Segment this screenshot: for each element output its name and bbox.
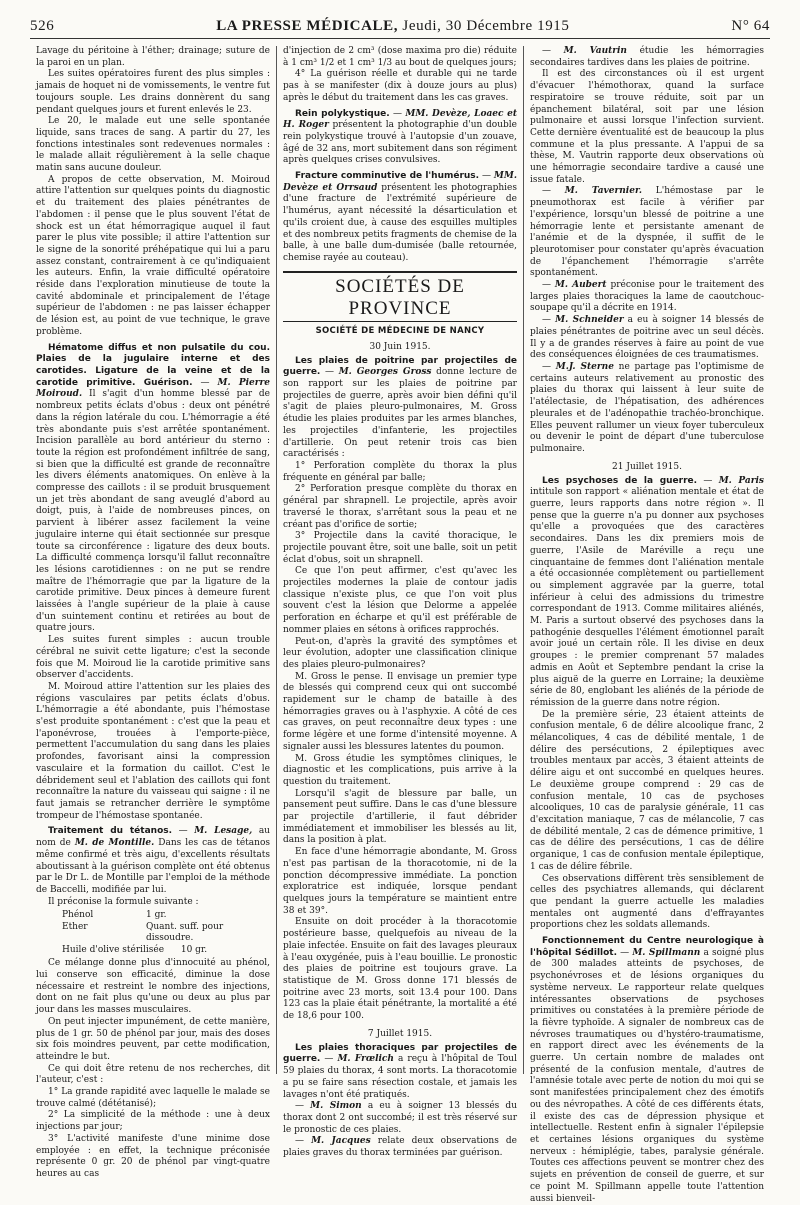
column-2 xyxy=(277,46,523,1159)
section-paragraph: Les psychoses de la guerre. — M. Paris intitule son rapport « aliénation mentale et état de guerre, leurs rapports dans notre région ». Il pense que la guerre n'a pu donner aux psychoses qu'elle a provoquées que des caractères secondaires. Dans les dix premiers mois de guerre, l'Asile de Maréville a reçu une cinquantaine de femmes dont l'aliénation mentale a été occasionnée complètement ou partiellement ou simplement aggravée par la guerre, total inférieur à celui des admissions du trimestre correspondant de 1913. Comme militaires aliénés, M. Paris a surtout observé des psychoses dans la pathogénie desquelles l'élément émotionnel paraît avoir joué un certain rôle. Il les divise en deux groupes : le premier comprenant 57 malades admis en Août et Septembre pendant la crise la plus aiguë de la guerre en Lorraine; la deuxième série de 80, englobant les aliénés de la période de rémission de la guerre dans notre région. xyxy=(530,475,764,708)
section-heading: Les plaies de poitrine par projectiles de guerre. xyxy=(283,355,517,378)
section-body: L'hémostase par le pneumothorax est facile à vérifier par l'expérience, lorsqu'un blessé de poitrine a une hémorragie lente et persistante amenant de l'anémie et de la dyspnée, il suffit de le pleurotomiser pour constater qu'après évacuation de l'épanchement l'hémorragie s'arrête spontanément. xyxy=(530,186,764,279)
section-body: étudie les hémorragies secondaires tardives dans les plaies de poitrine. xyxy=(530,46,764,68)
section-paragraph: Hématome diffus et non pulsatile du cou. Plaies de la jugulaire interne et des carotides. Ligature de la veine et de la carotide primitive. Guérison. — M. Pierre Moiroud. Il s'agit d'un homme blessé par de nombreux petits éclats d'obus : deux ont pénétré dans la région latérale du cou. L'hémorragie a été très abondante puis s'est arrêtée spontanément. Incision parallèle au bord antérieur du sterno : toute la région est profondément infiltrée de sang, si bien que la difficulté est grande de reconnaître les divers éléments anatomiques. On enlève à la compresse des caillots : il se produit brusquement un jet très abondant de sang aveuglé d'abord au doigt, puis, à l'aide de nombreuses pinces, on parvient à libérer assez facilement la veine jugulaire interne qui était sectionnée sur presque toute sa circonférence : ligature des deux bouts. La difficulté commença lorsqu'il fallut reconnaître les lésions carotidiennes : on ne put se rendre maître de l'hémorragie que par la ligature de la carotide primitive. Deux pinces à demeure furent laissées à l'angle supérieur de la plaie à cause d'un suintement continu et retirées au bout de quatre jours. xyxy=(36,342,270,634)
section-body: ne partage pas l'optimisme de certains auteurs relativement au pronostic des plaies du thorax qui laissent à leur suite de l'atélectasie, de l'hépatisation, des adhérences pleurales et de l'adénopathie trachéo-bronchique. Elles peuvent rallumer un vieux foyer tuberculeux ou devenir le point de départ d'une tuberculose pulmonaire. xyxy=(530,361,764,454)
section-heading: Les plaies thoraciques par projectiles de guerre. xyxy=(283,1042,517,1065)
section-text: au nom de xyxy=(36,826,270,849)
section-paragraph: Les plaies de poitrine par projectiles de guerre. — M. Georges Gross donne lecture de son rapport sur les plaies de poitrine par projectiles de guerre, après avoir bien défini qu'il s'agit de plaies pleuro-pulmonaires, M. Gross étudie les plaies produites par les armes blanches, les projectiles d'infanterie, les projectiles d'artillerie. On peut retenir trois cas bien caractérisés : xyxy=(283,355,517,460)
section-paragraph: Fonctionnement du Centre neurologique à l'hôpital Sédillot. — M. Spillmann a soigné plus de 300 malades atteints de psychoses, de psychonévroses et de lésions organiques du système nerveux. Le rapporteur relate quelques intéressantes observations de psychoses primitives ou constatées à la première période de la fièvre typhoïde. A signaler de nombreux cas de névroses traumatiques ou d'hystéro-traumatisme, en rapport direct avec les événements de la guerre. Un certain nombre de malades ont présenté de la confusion mentale, d'autres de l'amnésie totale avec perte de notion du moi qui se sont manifestées principalement chez des émotifs ou des névropathes. A côté de ces différents états, il existe des cas de dépression physique et intellectuelle. Restent enfin à signaler l'épilepsie et certaines lésions organiques du système nerveux : hémiplégie, tabes, paralysie générale. Toutes ces affections peuvent se montrer chez des sujets en prévention de conseil de guerre, et sur ce point M. Spillmann appelle toute l'attention aussi bienveil- xyxy=(530,936,764,1204)
paragraph: 1° La grande rapidité avec laquelle le malade se trouve calmé (dététanisé); xyxy=(36,1087,270,1109)
section-body: a soigné plus de 300 malades atteints de psychoses, de psychonévroses et de lésions organiques du système nerveux. Le rapporteur relate quelques intéressantes observations de psychoses primitives ou constatées à la première période de la fièvre typhoïde. A signaler de nombreux cas de névroses traumatiques ou d'hystéro-traumatisme, en rapport direct avec les événements de la guerre. Un certain nombre de malades ont présenté de la confusion mentale, d'autres de l'amnésie totale avec perte de notion du moi qui se sont manifestées principalement chez des émotifs ou des névropathes. A côté de ces différents états, il existe des cas de dépression physique et intellectuelle. Restent enfin à signaler l'épilepsie et certaines lésions organiques du système nerveux : hémiplégie, tabes, paralysie générale. Toutes ces affections peuvent se montrer chez des sujets en prévention de conseil de guerre, et sur ce point M. Spillmann appelle toute l'attention aussi bienveil- xyxy=(530,947,764,1204)
section-heading: Fracture comminutive de l'humérus. xyxy=(295,171,480,182)
paragraph: 1° Perforation complète du thorax la plus fréquente en général par balle; xyxy=(283,460,517,483)
section-paragraph: — M. Vautrin étudie les hémorragies secondaires tardives dans les plaies de poitrine. xyxy=(530,46,764,68)
session-date: 30 Juin 1915. xyxy=(369,341,431,352)
formula-amount: 1 gr. xyxy=(146,910,167,921)
section-body: Il s'agit d'un homme blessé par de nombreux petits éclats d'obus : deux ont pénétré dans la région latérale du cou. L'hémorragie a été très abondante puis s'est arrêtée spontanément. Incision parallèle au bord antérieur du sterno : toute la région est profondément infiltrée de sang, si bien que la difficulté est grande de reconnaître les divers éléments anatomiques. On enlève à la compresse des caillots : il se produit brusquement un jet très abondant de sang aveuglé d'abord au doigt, puis, à l'aide de nombreuses pinces, on parvient à libérer assez facilement la veine jugulaire interne qui était sectionnée sur presque toute sa circonférence : ligature des deux bouts. La difficulté commença lorsqu'il fallut reconnaître les lésions carotidiennes : on ne put se rendre maître de l'hémorragie que par la ligature de la carotide primitive. Deux pinces à demeure furent laissées à l'angle supérieur de la plaie à cause d'un suintement continu et retirées au bout de quatre jours. xyxy=(36,389,270,634)
society-title: SOCIÉTÉ DE MÉDECINE DE NANCY xyxy=(315,325,485,336)
paragraph: M. Gross le pense. Il envisage un premier type de blessés qui comprend ceux qui ont succombé rapidement sur le champ de bataille à des hémorragies graves ou à l'asphyxie. A côté de ces cas graves, on peut reconnaître deux types : une forme légère et une forme d'intensité moyenne. A signaler aussi les blessures latentes du poumon. xyxy=(283,671,517,752)
paragraph: Le 20, le malade eut une selle spontanée liquide, sans traces de sang. A partir du 27, les fonctions intestinales sont redevenues normales : le malade allait régulièrement à la selle chaque matin sans aucune douleur. xyxy=(36,116,270,174)
section-paragraph: Rein polykystique. — MM. Devèze, Loaec et H. Roger présentent la photographie d'un double rein polykystique trouvé à l'autopsie d'un zouave, âgé de 32 ans, mort subitement dans son régiment après quelques crises convulsives. xyxy=(283,108,517,166)
column-1 xyxy=(30,46,276,1179)
section-paragraph: — M. Simon a eu à soigner 13 blessés du thorax dont 2 ont succombé; il est très réservé sur le pronostic de ces plaies. xyxy=(283,1101,517,1135)
author: M. Frœlich xyxy=(337,1054,394,1065)
author: M. Georges Gross xyxy=(338,367,432,378)
author: M. de Montille. xyxy=(74,838,155,849)
page-header xyxy=(30,14,770,39)
author: M. Schneider xyxy=(555,315,624,326)
issue-number: N° 64 xyxy=(731,17,770,34)
page-number: 526 xyxy=(30,17,55,34)
section-paragraph: — M. Schneider a eu à soigner 14 blessés de plaies pénétrantes de poitrine avec un seul décès. Il y a de grandes réserves à faire au point de vue des conséquences éloignées de ces traumatismes. xyxy=(530,315,764,361)
journal-title xyxy=(216,18,569,35)
section-paragraph: — M.J. Sterne ne partage pas l'optimisme de certains auteurs relativement au pronostic des plaies du thorax qui laissent à leur suite de l'atélectasie, de l'hépatisation, des adhérences pleurales et de l'adénopathie trachéo-bronchique. Elles peuvent rallumer un vieux foyer tuberculeux ou devenir le point de départ d'une tuberculose pulmonaire. xyxy=(530,361,764,454)
paragraph: Les suites furent simples : aucun trouble cérébral ne suivit cette ligature; c'est la seconde fois que M. Moiroud lie la carotide primitive sans observer d'accidents. xyxy=(36,635,270,681)
section-body: a reçu à l'hôpital de Toul 59 plaies du thorax, 4 sont morts. La thoracotomie a pu se faire sans résection costale, et jamais les lavages n'ont été pratiqués. xyxy=(283,1054,517,1100)
author: M. Tavernier. xyxy=(564,186,642,197)
section-body: préconise pour le traitement des larges plaies thoraciques la lame de caoutchouc-soupape qu'il a décrite en 1914. xyxy=(530,280,764,314)
section-body: présentent les photographies d'une fracture de l'extrémité supérieure de l'humérus, ayant nécessité la désarticulation et qu'ils croient due, à cause des esquilles multiples et des nombreux petits fragments de chemise de la balle, à une balle dum-dumisée (balle retournée, chemise rayée au couteau). xyxy=(283,182,517,263)
paragraph: Les suites opératoires furent des plus simples : jamais de hoquet ni de vomissements, le ventre fut toujours souple. Les drains donnèrent du sang pendant quelques jours et furent enlevés le 23. xyxy=(36,69,270,115)
article-columns xyxy=(30,46,770,1204)
paragraph: Ensuite on doit procéder à la thoracotomie postérieure basse, quelquefois au niveau de la plaie infectée. Ensuite on fait des lavages pleuraux à l'eau oxygénée, puis à l'eau bouillie. Le pronostic des plaies de poitrine est toujours grave. La statistique de M. Gross donne 171 blessés de poitrine avec 23 morts, soit 13.4 pour 100. Dans 123 cas la plaie était pénétrante, la mortalité a été de 18,6 pour 100. xyxy=(283,917,517,1022)
section-body: donne lecture de son rapport sur les plaies de poitrine par projectiles de guerre, après avoir bien défini qu'il s'agit de plaies pleuro-pulmonaires, M. Gross étudie les plaies produites par les armes blanches, les projectiles d'infanterie, les projectiles d'artillerie. On peut retenir trois cas bien caractérisés : xyxy=(283,367,517,460)
paragraph: Ce mélange donne plus d'innocuité au phénol, lui conserve son efficacité, diminue la dose nécessaire et restreint le nombre des injections, dont on ne fait plus qu'une ou deux au plus par jour dans les masses musculaires. xyxy=(36,958,270,1016)
paragraph: 2° La simplicité de la méthode : une à deux injections par jour; xyxy=(36,1110,270,1133)
author: M.J. Sterne xyxy=(555,361,614,372)
phenol-formula xyxy=(62,910,270,956)
session-date: 7 Juillet 1915. xyxy=(367,1028,433,1039)
paragraph: Ce qui doit être retenu de nos recherches, dit l'auteur, c'est : xyxy=(36,1063,270,1086)
section-heading: Rein polykystique. xyxy=(295,108,390,119)
paragraph: M. Moiroud attire l'attention sur les plaies des régions vasculaires par petits éclats d'obus. L'hémorragie a été abondante, puis l'hémostase s'est produite spontanément : c'est que la peau et l'aponévrose, trouées à l'emporte-pièce, permettent l'accumulation du sang dans les plaies profondes, favorisant ainsi la compression vasculaire et la formation du caillot. C'est le débridement seul et l'ablation des caillots qui font reconnaître la nature du vaisseau qui saigne : il ne faut jamais se retrancher derrière le symptôme trompeur de l'hémostase spontanée. xyxy=(36,681,270,821)
paragraph: En face d'une hémorragie abondante, M. Gross n'est pas partisan de la thoracotomie, ni de la ponction décompressive immédiate. La ponction exploratrice est indiquée, lorsque pendant quelques jours la température se maintient entre 38 et 39°. xyxy=(283,847,517,916)
section-body: relate deux observations de plaies graves du thorax terminées par guérison. xyxy=(283,1136,517,1159)
formula-ingredient: Huile d'olive stérilisée xyxy=(62,944,165,955)
paragraph: Peut-on, d'après la gravité des symptômes et leur évolution, adopter une classification clinique des plaies pleuro-pulmonaires? xyxy=(283,636,517,670)
formula-ingredient: Phénol xyxy=(62,910,94,921)
column-3 xyxy=(524,46,770,1204)
section-body: intitule son rapport « aliénation mentale et état de guerre, leurs rapports dans notre région ». Il pense que la guerre n'a pu donner aux psychoses qu'elle a provoquées que des caractères secondaires. Dans les dix premiers mois de guerre, l'Asile de Maréville a reçu une cinquantaine de femmes dont l'aliénation mentale a été occasionnée complètement ou partiellement ou simplement aggravée par la guerre, total inférieur à celui des admissions du trimestre correspondant de 1913. Comme militaires aliénés, M. Paris a surtout observé des psychoses dans la pathogénie desquelles l'élément émotionnel paraît avoir joué un certain rôle. Il les divise en deux groupes : le premier comprenant 57 malades admis en Août et Septembre pendant la crise la plus aiguë de la guerre en Lorraine; la deuxième série de 80, englobant les aliénés de la période de rémission de la guerre dans notre région. xyxy=(530,487,764,708)
paragraph: On peut injecter impunément, de cette manière, plus de 1 gr. 50 de phénol par jour, mais des doses six fois moindres peuvent, par cette modification, atteindre le but. xyxy=(36,1016,270,1062)
author: M. Spillmann xyxy=(632,947,701,958)
section-heading: Traitement du tétanos. xyxy=(48,826,173,837)
author: M. Simon xyxy=(310,1101,362,1112)
paragraph: A propos de cette observation, M. Moiroud attire l'attention sur quelques points du diagnostic et du traitement des plaies pénétrantes de l'abdomen : il pense que le plus souvent l'état de shock est un état hémorragique auquel il faut parer le plus vite possible; il attire l'attention sur le signe de la sonorité préhépatique qui lui a paru assez constant, contrairement à ce qu'indiquaient les auteurs. Enfin, la vraie difficulté opératoire réside dans l'exploration minutieuse de toute la cavité abdominale et principalement de l'étage supérieur de l'abdomen : ne pas laisser échapper de lésion est, au point de vue technique, le grave problème. xyxy=(36,174,270,337)
section-heading: Fonctionnement du Centre neurologique à l'hôpital Sédillot. xyxy=(530,936,764,958)
paragraph: Lorsqu'il s'agit de blessure par balle, un pansement peut suffire. Dans le cas d'une blessure par projectile d'artillerie, il faut débrider immédiatement et immobiliser les blessés au lit, dans la position à plat. xyxy=(283,788,517,846)
author: MM. Devèze et Orrsaud xyxy=(283,171,517,193)
author: M. Aubert xyxy=(554,280,607,291)
formula-row xyxy=(62,910,270,922)
formula-amount: 10 gr. xyxy=(180,944,208,955)
formula-ingredient: Ether xyxy=(62,921,88,932)
author: M. Pierre Moiroud. xyxy=(36,377,270,400)
paragraph: 2° Perforation presque complète du thorax en général par shrapnell. Le projectile, après avoir traversé le thorax, s'arrêtant sous la peau et ne créant pas d'orifice de sortie; xyxy=(283,484,517,530)
paragraph: Il préconise la formule suivante : xyxy=(48,896,199,907)
section-paragraph: — M. Aubert préconise pour le traitement des larges plaies thoraciques la lame de caoutchouc-soupape qu'il a décrite en 1914. xyxy=(530,280,764,314)
issue-date: Jeudi, 30 Décembre 1915 xyxy=(402,17,570,34)
section-body: présentent la photographie d'un double rein polykystique trouvé à l'autopsie d'un zouave, âgé de 32 ans, mort subitement dans son régiment après quelques crises convulsives. xyxy=(283,120,517,166)
section-body: a eu à soigner 13 blessés du thorax dont 2 ont succombé; il est très réservé sur le pronostic de ces plaies. xyxy=(283,1101,517,1135)
section-paragraph: — M. Jacques relate deux observations de plaies graves du thorax terminées par guérison. xyxy=(283,1136,517,1159)
section-paragraph: Les plaies thoraciques par projectiles de guerre. — M. Frœlich a reçu à l'hôpital de Toul 59 plaies du thorax, 4 sont morts. La thoracotomie a pu se faire sans résection costale, et jamais les lavages n'ont été pratiqués. xyxy=(283,1042,517,1100)
section-heading: Les psychoses de la guerre. xyxy=(542,475,698,486)
section-paragraph: — M. Tavernier. L'hémostase par le pneumothorax est facile à vérifier par l'expérience, lorsqu'un blessé de poitrine a une hémorragie lente et persistante amenant de l'anémie et de la dyspnée, il suffit de le pleurotomiser pour constater qu'après évacuation de l'épanchement l'hémorragie s'arrête spontanément. xyxy=(530,186,764,279)
section-paragraph: Traitement du tétanos. — M. Lesage, au nom de M. de Montille. Dans les cas de tétanos même confirmé et très aigu, d'excellents résultats aboutissant à la guérison complète ont été obtenus par le Dr L. de Montille par l'emploi de la méthode de Baccelli, modifiée par lui. xyxy=(36,826,270,895)
paragraph: M. Gross étudie les symptômes cliniques, le diagnostic et les complications, puis arrive à la question du traitement. xyxy=(283,753,517,787)
paragraph: De la première série, 23 étaient atteints de confusion mentale, 6 de délire alcoolique franc, 2 mélancoliques, 4 cas de débilité mentale, 1 de délire des persécutions, 2 épileptiques avec troubles mentaux par accès, 3 étaient atteints de délire aigu et ont succombé en quelques heures. Le deuxième groupe comprend : 29 cas de confusion mentale, 10 cas de psychoses alcooliques, 10 cas de paralysie générale, 11 cas d'excitation maniaque, 7 cas de mélancolie, 7 cas de débilité mentale, 2 cas de démence primitive, 1 cas de délire des persécutions, 1 cas de délire organique, 1 cas de confusion mentale épileptique, 1 cas de délire fébrile. xyxy=(530,709,764,872)
author: M. Lesage, xyxy=(194,826,253,837)
paragraph: d'injection de 2 cm³ (dose maxima pro die) réduite à 1 cm³ 1/2 et 1 cm³ 1/3 au bout de quelques jours; xyxy=(283,46,517,68)
societes-banner: SOCIÉTÉS DE PROVINCE xyxy=(283,271,517,322)
author: M. Paris xyxy=(718,475,764,486)
author: MM. Devèze, Loaec et H. Roger xyxy=(283,108,517,131)
paragraph: Lavage du péritoine à l'éther; drainage; suture de la paroi en un plan. xyxy=(36,46,270,68)
paragraph: Ce que l'on peut affirmer, c'est qu'avec les projectiles modernes la plaie de contour jadis classique n'existe plus, ce que l'on voit plus souvent c'est la lésion que Delorme a appelée perforation en écharpe et qu'il est préférable de nommer plaies en sétons à orifices rapprochés. xyxy=(283,566,517,635)
paragraph: 4° La guérison réelle et durable qui ne tarde pas à se manifester (dix à douze jours au plus) après le début du traitement dans les cas graves. xyxy=(283,69,517,103)
section-body: Dans les cas de tétanos même confirmé et très aigu, d'excellents résultats aboutissant à la guérison complète ont été obtenus par le Dr L. de Montille par l'emploi de la méthode de Baccelli, modifiée par lui. xyxy=(36,838,270,895)
formula-amount: Quant. suff. pour dissoudre. xyxy=(146,921,224,944)
paragraph: Il est des circonstances où il est urgent d'évacuer l'hémothorax, quand la surface respiratoire se trouve réduite, soit par un épanchement bilatéral, soit par une lésion pulmonaire et aussi lorsque l'infection survient. Cette dernière éventualité est de beaucoup la plus commune et la plus pressante. A l'appui de sa thèse, M. Vautrin rapporte deux observations où une hémorragie secondaire tardive a causé une issue fatale. xyxy=(530,69,764,185)
author: M. Vautrin xyxy=(563,46,627,56)
paragraph: 3° L'activité manifeste d'une minime dose employée : en effet, la technique préconisée représente 0 gr. 20 de phénol par vingt-quatre heures au cas xyxy=(36,1133,270,1179)
section-heading: Hématome diffus et non pulsatile du cou. Plaies de la jugulaire interne et des carotides. Ligature de la veine et de la carotide primitive. Guérison. xyxy=(36,342,270,388)
section-paragraph: Fracture comminutive de l'humérus. — MM. Devèze et Orrsaud présentent les photographies d'une fracture de l'extrémité supérieure de l'humérus, ayant nécessité la désarticulation et qu'ils croient due, à cause des esquilles multiples et des nombreux petits fragments de chemise de la balle, à une balle dum-dumisée (balle retournée, chemise rayée au couteau). xyxy=(283,171,517,263)
formula-row xyxy=(62,922,270,945)
formula-row xyxy=(62,945,270,957)
session-date: 21 Juillet 1915. xyxy=(612,461,682,472)
paragraph: Ces observations diffèrent très sensiblement de celles des psychiatres allemands, qui déclarent que pendant la guerre actuelle les maladies mentales ont augmenté dans d'effrayantes proportions chez les soldats allemands. xyxy=(530,873,764,931)
paragraph: 3° Projectile dans la cavité thoracique, le projectile pouvant être, soit une balle, soit un petit éclat d'obus, soit un shrapnell. xyxy=(283,531,517,565)
journal-name: LA PRESSE MÉDICALE, xyxy=(216,17,399,34)
author: M. Jacques xyxy=(311,1136,371,1147)
section-body: a eu à soigner 14 blessés de plaies pénétrantes de poitrine avec un seul décès. Il y a de grandes réserves à faire au point de vue des conséquences éloignées de ces traumatismes. xyxy=(530,315,764,361)
